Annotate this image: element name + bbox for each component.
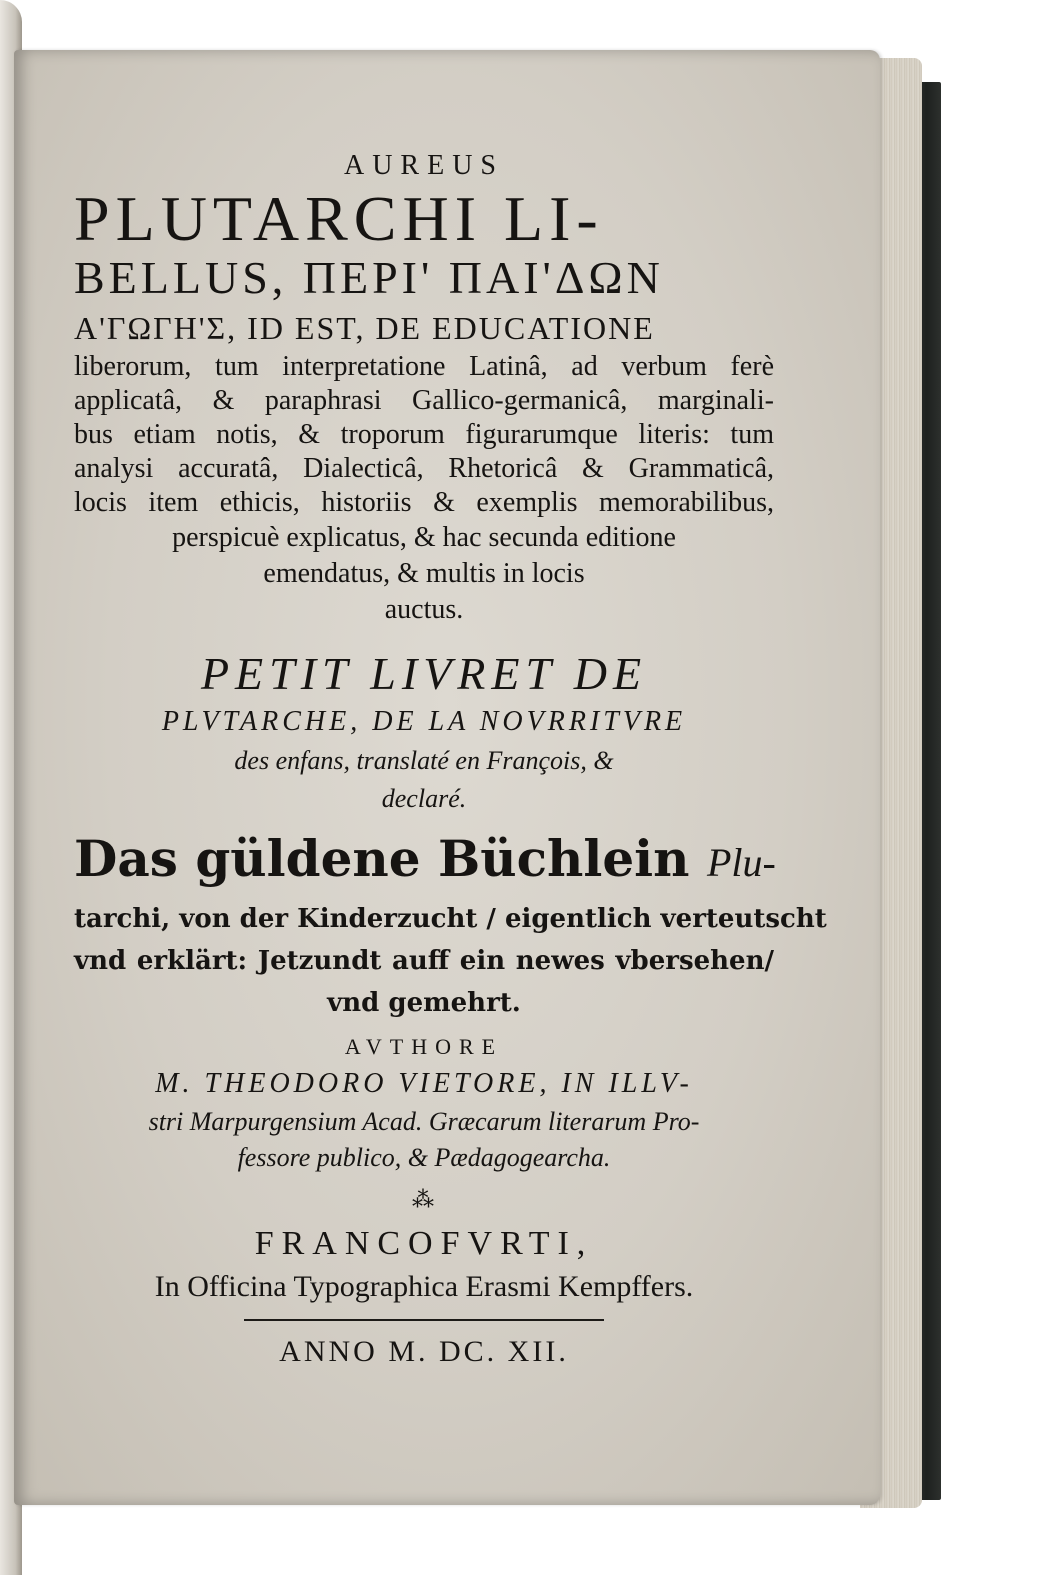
author-name: M. THEODORO VIETORE, IN ILLV-	[155, 1068, 693, 1099]
imprint-press: In Officina Typographica Erasmi Kempffers.	[154, 1270, 694, 1303]
french-title-1: PETIT LIVRET DE	[200, 648, 648, 699]
german-line-2: vnd erklärt: Jetzundt auff ein newes vbersehen/	[74, 946, 774, 976]
french-line-4: declaré.	[381, 784, 467, 813]
french-line-3: des enfans, translaté en François, &	[234, 746, 614, 775]
german-line-1: tarchi, von der Kinderzucht / eigentlich verteutscht	[74, 904, 827, 934]
imprint-year: ANNO M. DC. XII.	[279, 1335, 569, 1368]
author-label: AVTHORE	[344, 1034, 504, 1059]
title-line-2: PLUTARCHI LI-	[74, 183, 604, 254]
author-detail-1: stri Marpurgensium Acad. Græcarum literarum Pro-	[148, 1107, 700, 1136]
body-line-1: liberorum, tum interpretatione Latinâ, ad verbum ferè	[74, 351, 774, 382]
title-line-1: AUREUS	[343, 150, 504, 181]
printers-ornament: ⁂	[412, 1188, 436, 1213]
body-line-6: perspicuè explicatus, & hac secunda editione	[172, 522, 676, 553]
body-line-4: analysi accuratâ, Dialecticâ, Rhetoricâ & Grammaticâ,	[74, 453, 774, 484]
body-line-8: auctus.	[384, 594, 464, 625]
french-title-2: PLVTARCHE, DE LA NOVRRITVRE	[161, 706, 687, 737]
german-line-3: vnd gemehrt.	[327, 988, 521, 1018]
title-line-4: Α'ΓΩΓΗ'Σ, ID EST, DE EDUCATIONE	[74, 310, 655, 346]
title-page-text	[74, 150, 827, 1369]
author-detail-2: fessore publico, & Pædagogearcha.	[237, 1143, 611, 1172]
title-page	[14, 50, 880, 1505]
title-line-3: BELLUS, ΠΕΡΙ' ΠΑΙ'ΔΩΝ	[74, 252, 664, 303]
german-title	[74, 824, 774, 898]
body-line-2: applicatâ, & paraphrasi Gallico-germanicâ, marginali-	[74, 385, 774, 416]
imprint-city: FRANCOFVRTI,	[254, 1225, 594, 1262]
german-title-blackletter: Das güldene Büchlein	[74, 829, 690, 888]
body-line-3: bus etiam notis, & troporum figurarumque literis: tum	[74, 419, 774, 450]
imprint-rule	[244, 1319, 604, 1321]
body-line-5: locis item ethicis, historiis & exemplis memorabilibus,	[74, 487, 774, 518]
german-title-italic: Plu-	[706, 840, 776, 885]
body-line-7: emendatus, & multis in locis	[263, 558, 585, 589]
